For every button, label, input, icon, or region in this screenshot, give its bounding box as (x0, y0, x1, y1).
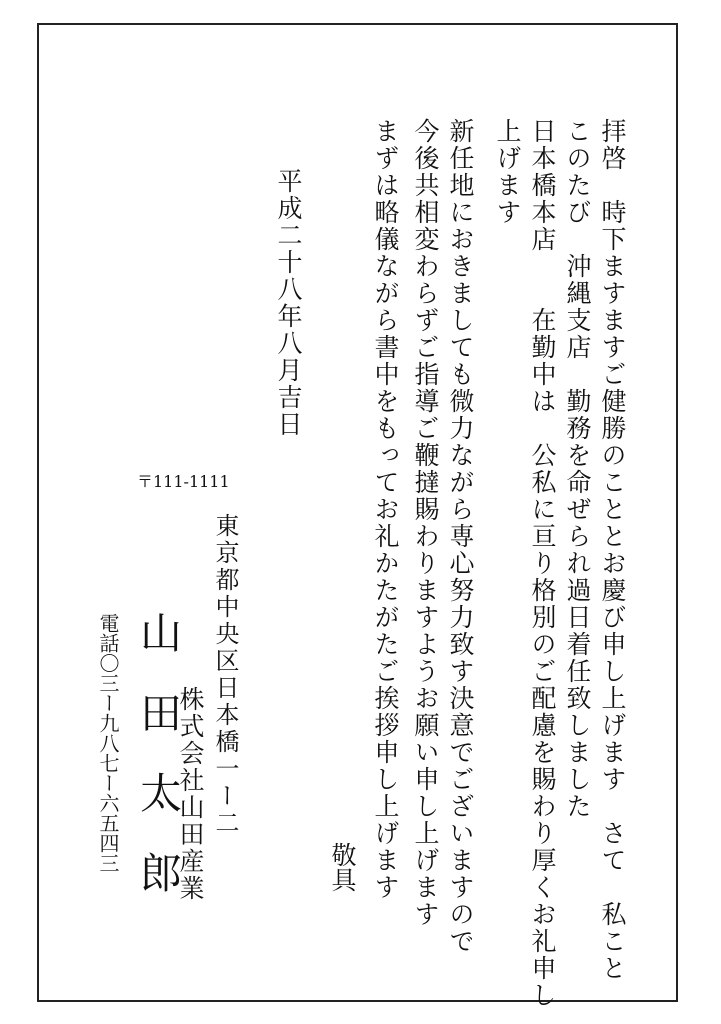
letter-line-7: まずは略儀ながら書中をもってお礼かたがたご挨拶申し上げます (371, 118, 400, 901)
sender-name: 山田太郎 (134, 611, 183, 931)
letter-date: 平成二十八年八月吉日 (274, 168, 303, 438)
letter-line-4: 上げます (493, 118, 522, 226)
letter-line-1: 拝啓 時下ますますご健勝のこととお慶び申し上げます さて 私こと (598, 118, 627, 982)
letter-line-3: 日本橋本店 在勤中は 公私に亘り格別のご配慮を賜わり厚くお礼申し (528, 118, 557, 1009)
sender-address: 東京都中央区日本橋一ー二 (211, 513, 239, 837)
postal-code: 〒111-1111 (137, 472, 230, 491)
sender-phone: 電話〇三ー九八七ー六五四三 (96, 613, 120, 873)
closing-text: 敬具 (328, 842, 357, 892)
letter-line-6: 今後共相変わらずご指導ご鞭撻賜わりますようお願い申し上げます (411, 118, 440, 928)
letter-line-5: 新任地におきましても微力ながら専心努力致す決意でございますので (446, 118, 475, 955)
letter-line-2: このたび 沖縄支店 勤務を命ぜられ過日着任致しました (563, 118, 592, 820)
sender-company: 株式会社山田産業 (176, 686, 205, 902)
